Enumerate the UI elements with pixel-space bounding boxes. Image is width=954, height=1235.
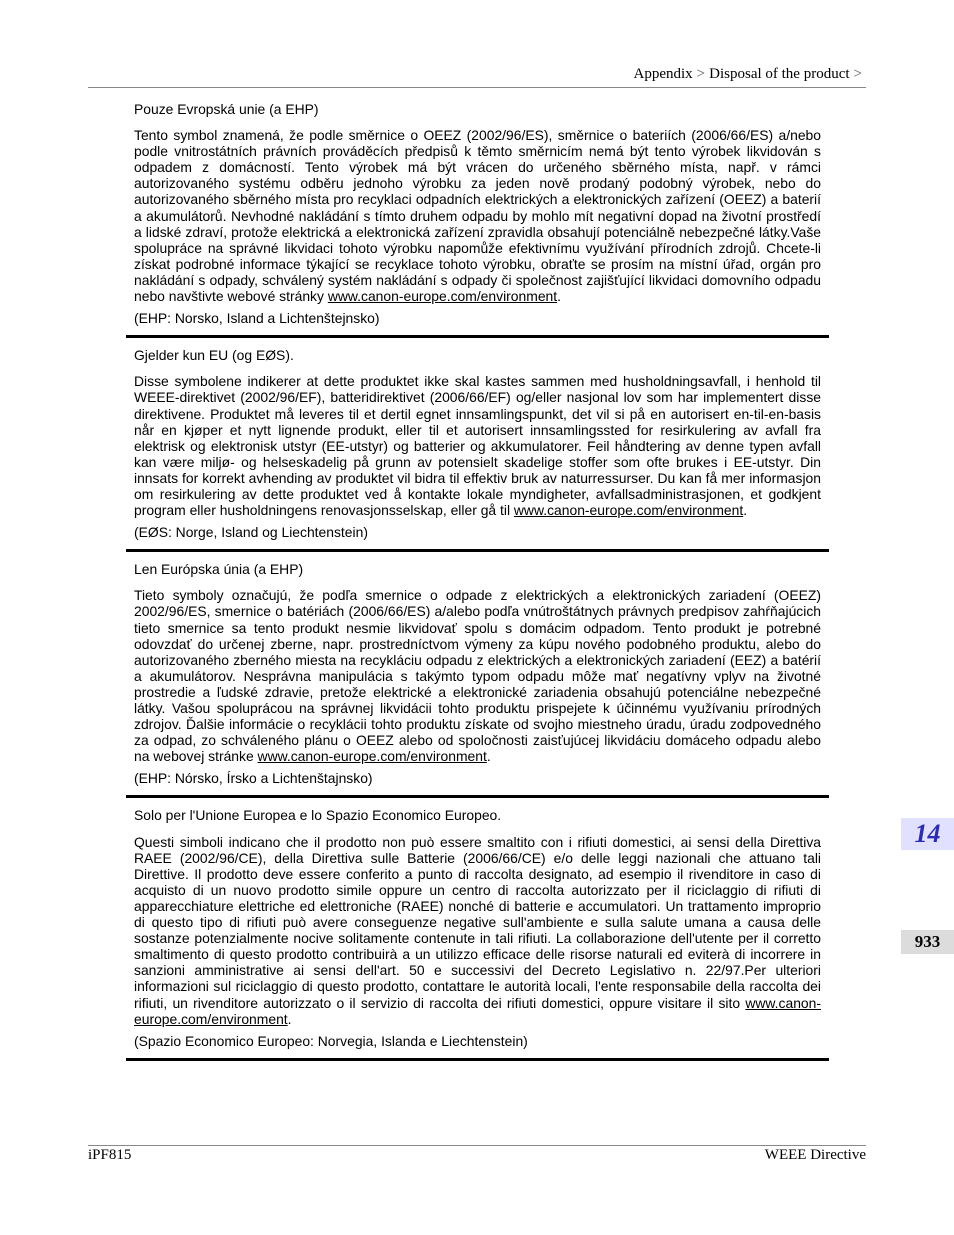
- section-note: (EHP: Norsko, Island a Lichtenštejnsko): [134, 310, 380, 327]
- environment-link[interactable]: www.canon-europe.com/environment: [134, 994, 822, 1027]
- section-body: Disse symbolene indikerer at dette produktet ikke skal kastes sammen med husholdningsavfall, i henhold til WEEE-direktivet (2002/96/EF), batteridirektivet (2006/66/EF) og/eller nasjonal lov som har implementert disse direktivene. Produktet må leveres til et dertil egnet innsamlingspunkt, det vil si på en autorisert en-til-en-basis når en kjøper et nytt lignende produkt, eller til et autorisert innsamlingssted for resirkulering av avfall fra elektrisk og elektronisk utstyr (EE-utstyr) og batterier og akkumulatorer. Feil håndtering av denne typen avfall kan være miljø- og helseskadelig på grunn av potensielt skadelige stoffer som ofte brukes i EE-utstyr. Din innsats for korrekt avhending av produktet vil bidra til effektiv bruk av naturressurser. Du kan få mer informasjon om resirkulering av dette produktet ved å kontakte lokale myndigheter, avfallsadministrasjonen, et godkjent program eller husholdningens renovasjonsselskap, eller gå til www.canon-europe.com/environment.: [134, 373, 821, 519]
- environment-link[interactable]: www.canon-europe.com/environment: [327, 288, 558, 305]
- section-body: Questi simboli indicano che il prodotto non può essere smaltito con i rifiuti domestici, ai sensi della Direttiva RAEE (2002/96/CE), della Direttiva sulle Batterie (2006/66/CE) e/o delle leggi nazionali che attuano tali Direttive. Il prodotto deve essere conferito a punto di raccolta designato, ad esempio il rivenditore in caso di acquisto di un nuovo prodotto simile oppure un centro di raccolta autorizzato per il riciclaggio di rifiuti di apparecchiature elettriche ed elettroniche (RAEE) nonché di batterie e accumulatori. Un trattamento improprio di questo tipo di rifiuti può avere conseguenze negative sull'ambiente e sulla salute umana a causa delle sostanze potenzialmente nocive solitamente contenute in tali rifiuti. La collaborazione dell'utente per il corretto smaltimento di questo prodotto contribuirà a un utilizzo efficace delle risorse naturali ed eviterà di incorrere in sanzioni amministrative ai sensi dell'art. 50 e successivi del Decreto Legislativo n. 22/97.Per ulteriori informazioni sul riciclaggio di questo prodotto, contattare le autorità locali, l'ente responsabile della raccolta dei rifiuti, un rivenditore autorizzato o il servizio di raccolta dei rifiuti domestici, oppure visitare il sito www.canon-europe.com/environment.: [134, 833, 822, 1027]
- section-heading: Solo per l'Unione Europea e lo Spazio Economico Europeo.: [134, 807, 502, 824]
- breadcrumb-separator: >: [853, 66, 862, 82]
- page-number-tab: 933: [901, 930, 954, 954]
- breadcrumb-separator: >: [696, 66, 706, 82]
- header-divider: [88, 87, 866, 88]
- section-note: (EØS: Norge, Island og Liechtenstein): [134, 524, 368, 541]
- section-divider: [126, 549, 829, 552]
- document-body: [134, 101, 821, 1070]
- environment-link[interactable]: www.canon-europe.com/environment: [513, 502, 744, 519]
- section-slovak: [134, 561, 821, 786]
- environment-link[interactable]: www.canon-europe.com/environment: [257, 748, 487, 765]
- section-czech: [134, 101, 821, 326]
- section-divider: [126, 795, 829, 798]
- section-heading: Gjelder kun EU (og EØS).: [134, 347, 294, 364]
- breadcrumb-disposal[interactable]: Disposal of the product: [709, 66, 850, 82]
- section-divider: [126, 335, 829, 338]
- breadcrumb: [634, 66, 867, 83]
- section-note: (EHP: Nórsko, Írsko a Lichtenštajnsko): [134, 770, 373, 787]
- footer-title: WEEE Directive: [764, 1147, 866, 1163]
- section-italian: [134, 807, 821, 1048]
- section-note: (Spazio Economico Europeo: Norvegia, Islanda e Liechtenstein): [134, 1032, 528, 1049]
- section-body: Tento symbol znamená, že podle směrnice o OEEZ (2002/96/ES), směrnice o bateriích (2006/66/ES) a/nebo podle vnitrostátních právních prováděcích předpisů k těmto směrnicím nemá být tento výrobek likvidován s odpadem z domácností. Tento výrobek má být vrácen do určeného sběrného místa, např. v rámci autorizovaného systému odběru jednoho výrobku za jeden nově prodaný podobný výrobek, nebo do autorizovaného sběrného místa pro recyklaci odpadních elektrických a elektronických zařízení (OEEZ) a baterií a akumulátorů. Nevhodné nakládání s tímto druhem odpadu by mohlo mít negativní dopad na životní prostředí a lidské zdraví, protože elektrická a elektronická zařízení zpravidla obsahují potenciálně nebezpečné látky.Vaše spolupráce na správné likvidaci tohoto výrobku napomůže efektivnímu využívání přírodních zdrojů. Chcete-li získat podrobné informace týkající se recyklace tohoto výrobku, obraťte se prosím na místní úřad, orgán pro nakládání s odpady, schválený systém nakládání s odpady či společnost zajišťující likvidaci domovního odpadu nebo navštivte webové stránky www.canon-europe.com/environment.: [134, 127, 821, 305]
- section-heading: Pouze Evropská unie (a EHP): [134, 101, 319, 117]
- section-divider: [126, 1058, 829, 1061]
- section-body: Tieto symboly označujú, že podľa smernice o odpade z elektrických a elektronických zariadení (OEEZ) 2002/96/ES, smernice o batériách (2006/66/ES) a/alebo podľa vnútroštátnych právnych predpisov zahŕňajúcich tieto smernice sa tento produkt nesmie likvidovať spolu s domácim odpadom. Tento produkt je potrebné odovzdať do určenej zberne, napr. prostredníctvom výmeny za kúpu nového podobného produktu, alebo do autorizovaného zberného miesta na recykláciu odpadu z elektrických a elektronických zariadení (EEZ) a batérií a akumulátorov. Nesprávna manipulácia s takýmto typom odpadu môže mať negatívny vplyv na životné prostredie a ľudské zdravie, pretože elektrické a elektronické zariadenia obsahujú potenciálne nebezpečné látky. Vašou spoluprácou na správnej likvidácii tohto produktu prispejete k účinnému využívaniu prírodných zdrojov. Ďalšie informácie o recyklácii tohto produktu získate od svojho miestneho úradu, úradu zodpovedného za odpad, zo schváleného plánu o OEEZ alebo od spoločnosti zaisťujúcej likvidáciu domáceho odpadu alebo na webovej stránke www.canon-europe.com/environment.: [134, 587, 821, 765]
- section-norwegian: [134, 347, 821, 540]
- chapter-tab[interactable]: 14: [901, 818, 954, 850]
- section-heading: Len Európska únia (a EHP): [134, 561, 304, 578]
- breadcrumb-appendix[interactable]: Appendix: [633, 66, 693, 82]
- footer-divider: [88, 1145, 866, 1146]
- footer-model: iPF815: [88, 1147, 132, 1163]
